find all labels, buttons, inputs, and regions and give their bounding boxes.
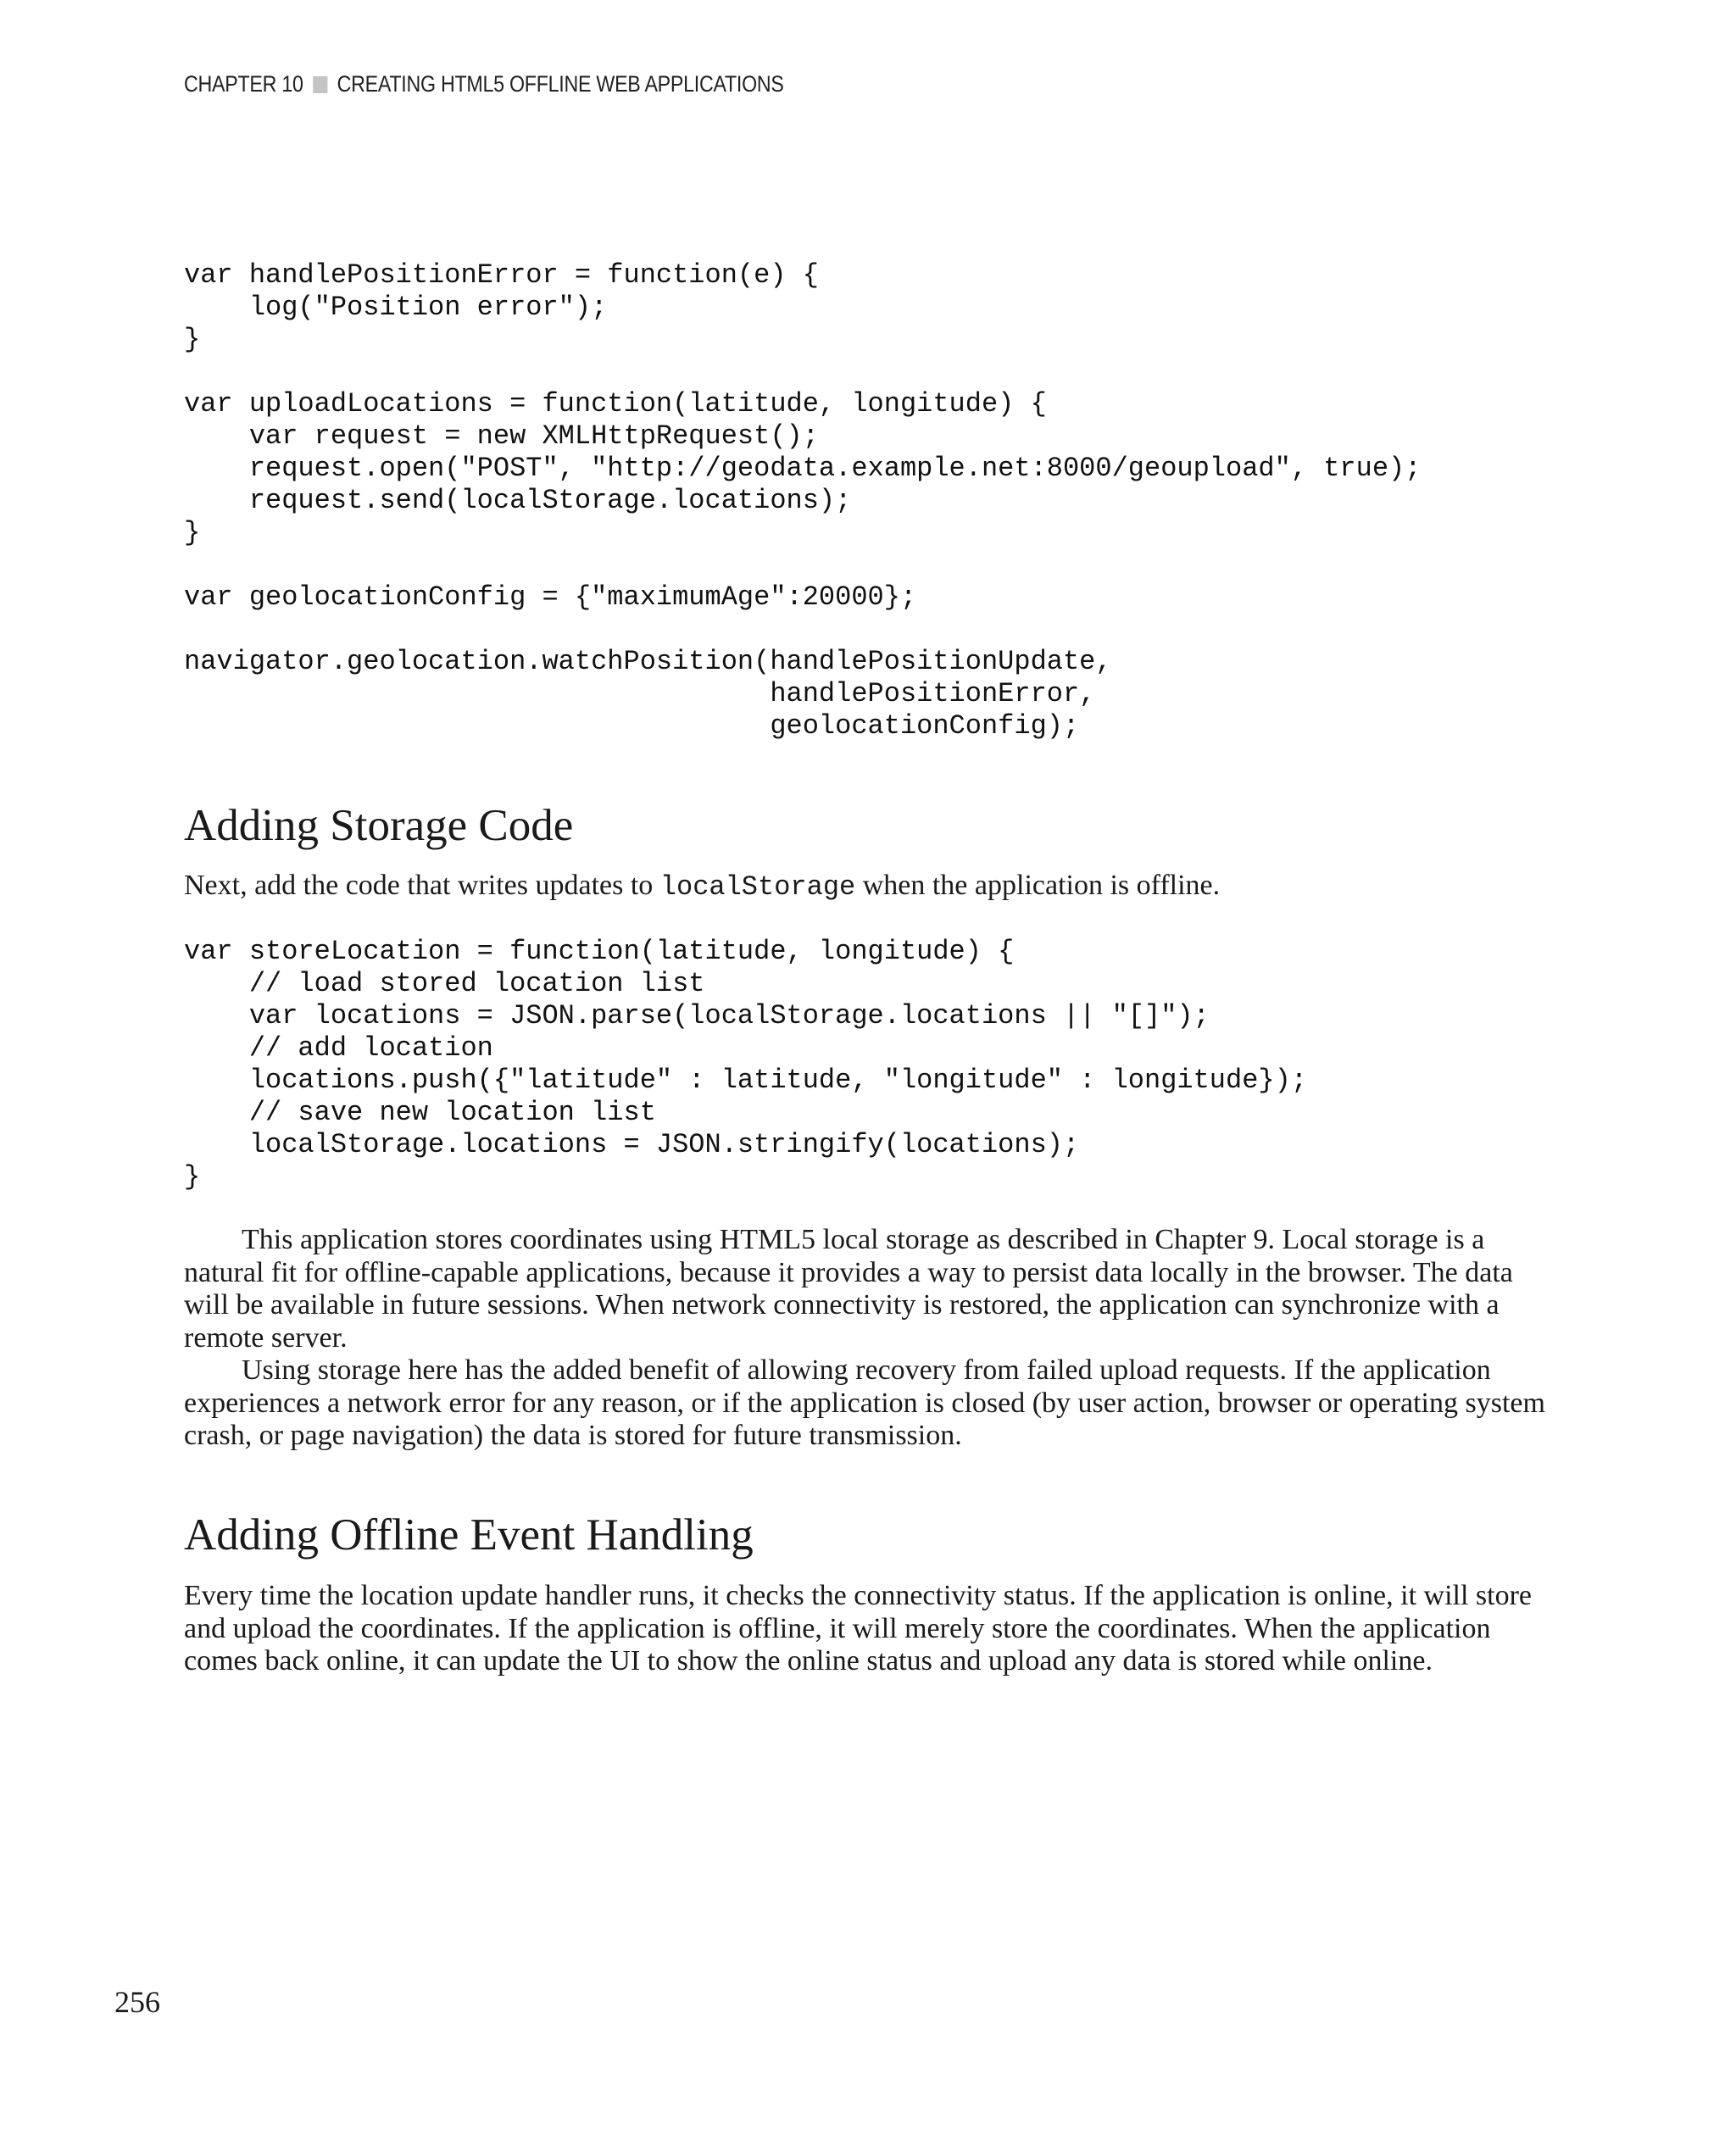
code-line: // save new location list [184,1097,656,1128]
chapter-label: CHAPTER 10 [184,71,303,97]
header-separator-square [313,76,327,93]
running-header [184,71,784,97]
code-line: var uploadLocations = function(latitude, longitude) { [184,388,1047,420]
body-paragraph: This application stores coordinates using HTML5 local storage as described in Chapter 9. Local storage is a natural fit for offline-capable applications, because it provides a way to persist data locally in the browser. The data will be available in future sessions. When network connectivity is restored, the application can synchronize with a remote server. [184,1224,1513,1354]
code-line: var geolocationConfig = {"maximumAge":20000}; [184,581,917,613]
code-block-store-location [184,936,1307,1193]
code-line: // load stored location list [184,968,705,999]
section-heading-offline: Adding Offline Event Handling [184,1510,754,1560]
code-line: } [184,324,201,355]
code-line: log("Position error"); [184,292,608,323]
intro-text-after: when the application is offline. [855,870,1221,901]
code-line: // add location [184,1032,493,1064]
offline-paragraph: Every time the location update handler runs, it checks the connectivity status. If the application is online, it will store and upload the coordinates. If the application is offline, it will merely store the coordinates. When the application comes back online, it can update the UI to show the online status and upload any data is stored while online. [184,1580,1533,1677]
section-heading-storage: Adding Storage Code [184,801,574,850]
code-line: var handlePositionError = function(e) { [184,259,819,291]
code-line: } [184,517,201,548]
code-line: var storeLocation = function(latitude, longitude) { [184,936,1015,967]
code-line: } [184,1161,201,1193]
code-line: request.send(localStorage.locations); [184,485,852,516]
code-line: locations.push({"latitude" : latitude, "longitude" : longitude}); [184,1065,1308,1096]
body-paragraph: Using storage here has the added benefit of allowing recovery from failed upload requests. If the application experiences a network error for any reason, or if the application is closed (by user action, browser or operating system crash, or page navigation) the data is stored for future transmission. [184,1354,1545,1451]
code-line: var locations = JSON.parse(localStorage.locations || "[]"); [184,1000,1210,1032]
code-line [184,614,1421,646]
code-line [184,549,1421,581]
code-line: request.open("POST", "http://geodata.example.net:8000/geoupload", true); [184,453,1422,484]
page-number: 256 [114,1985,160,2019]
code-line: geolocationConfig); [184,710,1080,742]
inline-code-localstorage: localStorage [659,871,856,903]
code-block-geolocation [184,259,1421,742]
code-line: var request = new XMLHttpRequest(); [184,420,819,452]
chapter-title: CREATING HTML5 OFFLINE WEB APPLICATIONS [337,71,784,97]
code-line: handlePositionError, [184,678,1096,709]
storage-intro-paragraph [184,870,1550,904]
intro-text-before: Next, add the code that writes updates to [184,870,660,901]
code-line: localStorage.locations = JSON.stringify(locations); [184,1129,1080,1160]
code-line [184,356,1421,388]
code-line: navigator.geolocation.watchPosition(handlePositionUpdate, [184,646,1112,677]
